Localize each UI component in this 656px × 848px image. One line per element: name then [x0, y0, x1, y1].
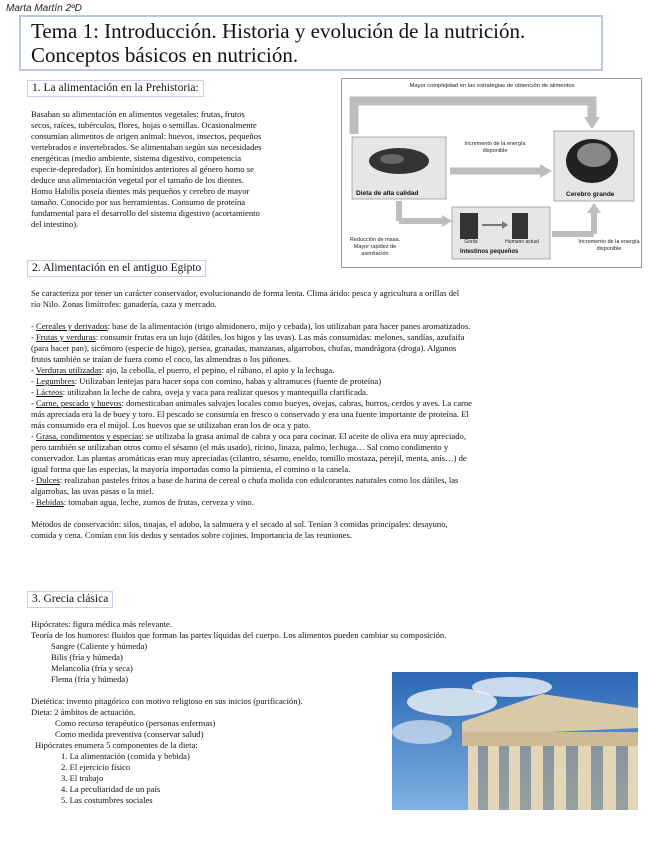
section-1-line: Homo Habilis poseía dientes más pequeños y cerebro de mayor: [31, 186, 250, 196]
egypt-food-term: Dulces: [36, 475, 60, 485]
egypt-food-term: Frutas y verduras: [36, 332, 96, 342]
egypt-food-term: Grasa, condimentos y especias: [36, 431, 142, 441]
gorilla-label: Gorila: [464, 239, 478, 245]
egypt-methods-line: Métodos de conservación: silos, tinajas, el adobo, la salmuera y el secado al sol. Tenían 3 comidas principales: desayuno,: [31, 519, 448, 529]
section-1-line: deduce una alimentación vegetal por el tamaño de los dientes.: [31, 175, 244, 185]
reduction-label: Reducción de masa. Mayor rapidez de asimilación: [349, 237, 401, 257]
egypt-intro-line: Se caracteriza por tener un carácter conservador, evolucionando de forma lenta. Clima árido: pesca y agricultura a orillas del: [31, 288, 460, 298]
egypt-methods-line: comida y cena. Comían con los dedos y sentados sobre cojines. Importancia de las reuniones.: [31, 530, 352, 540]
egypt-food-item-line: - Grasa, condimentos y especias: se utilizaba la grasa animal de cabra y oca para cocinar. El aceite de oliva era muy apreciado,: [31, 431, 466, 441]
diet-scope-item: Como recurso terapéutico (personas enfermas): [55, 718, 216, 728]
energy-increase-label-2: Incremento de la energía disponible: [578, 239, 640, 252]
brain-label: Cerebro grande: [566, 191, 615, 198]
section-3-heading: 3. Grecia clásica: [27, 591, 113, 608]
humor-item: Melancolía (fría y seca): [51, 663, 133, 673]
section-1-line: consumían alimentos de origen animal: huevos, insectos, pequeños: [31, 131, 262, 141]
diet-component-item: 2. El ejercicio físico: [61, 762, 131, 772]
diagram-top-caption: Mayor complejidad en las estrategias de obtención de alimentos: [409, 83, 575, 89]
egypt-food-item-line: más consumido era el mújol. Los huevos que se utilizaban eran los de oca y pato.: [31, 420, 311, 430]
section-1-line: fundamental para el desarrollo del sistema digestivo (acortamiento: [31, 208, 260, 218]
title-line-1: Tema 1: Introducción. Historia y evolución de la nutrición.: [31, 19, 526, 43]
egypt-food-item-line: - Carne, pescado y huevos: domesticaban animales salvajes locales como bueyes, ovejas, cabras, burros, cerdos y aves. La carne: [31, 398, 472, 408]
author-name: Marta Martín 2ºD: [6, 3, 82, 14]
hippocrates-line: Hipócrates: figura médica más relevante.: [31, 619, 173, 629]
egypt-food-item-line: frutos también se traían de fuera como el coco, las almendras o los piñones.: [31, 354, 291, 364]
section-1-line: Basaban su alimentación en alimentos vegetales: frutas, frutos: [31, 109, 245, 119]
egypt-food-item-line: - Bebidas: tomaban agua, leche, zumos de frutas, cerveza y vino.: [31, 497, 254, 507]
evolution-diagram: [341, 78, 642, 268]
egypt-food-item-line: (para hacer pan), sicómoro (especie de higo), persea, granadas, manzanas, algarrobos, chufas, mandrágora (droga). Algunos: [31, 343, 457, 353]
egypt-food-item-line: - Legumbres: Utilizaban lentejas para hacer sopa con comino, habas y altramuces (fuente de proteína): [31, 376, 382, 386]
egypt-food-term: Verduras utilizadas: [35, 365, 102, 375]
egypt-food-item-line: - Cereales y derivados: base de la alimentación (trigo almidonero, mijo y cebada), los utilizaban para hacer panes aromatizados.: [31, 321, 471, 331]
diet-scopes-intro: Dieta: 2 ámbitos de actuación.: [31, 707, 136, 717]
egypt-food-term: Bebidas: [36, 497, 64, 507]
egypt-food-item-line: conservador. Las plantas aromáticas eran muy apreciadas (cilantro, sésamo, eneldo, tomillo mostaza, perejil, menta, anís…) de: [31, 453, 467, 463]
diet-component-item: 3. El trabajo: [61, 773, 104, 783]
humor-item: Bilis (fría y húmeda): [51, 652, 123, 662]
section-1-line: energéticas (medio ambiente, sistema digestivo, competencia: [31, 153, 242, 163]
section-1-line: especie-depredador). En homínidos anteriores al género homo se: [31, 164, 254, 174]
intestine-label: Intestinos pequeños: [460, 249, 519, 255]
page-title: [19, 15, 603, 71]
section-2-body: [31, 288, 643, 541]
section-1-heading: 1. La alimentación en la Prehistoria:: [27, 80, 204, 97]
humor-item: Flema (fría y húmeda): [51, 674, 129, 684]
section-1-body: [31, 109, 337, 230]
humor-item: Sangre (Caliente y húmeda): [51, 641, 148, 651]
egypt-food-item-line: igual forma que las especias, la mayoría importadas como la pimienta, el comino o la canela.: [31, 464, 351, 474]
egypt-food-item-line: - Dulces: realizaban pasteles fritos a base de harina de cereal o chufa molida con edulcorantes naturales como los dátiles, las: [31, 475, 459, 485]
greek-temple-image: [392, 672, 638, 810]
egypt-intro-line: río Nilo. Zonas limítrofes: ganadería, caza y mercado.: [31, 299, 217, 309]
title-line-2: Conceptos básicos en nutrición.: [31, 43, 299, 67]
egypt-food-term: Legumbres: [36, 376, 75, 386]
section-1-line: tamaño. Conocido por sus herramientas. Consumo de proteína: [31, 197, 246, 207]
dietetics-line: Dietética: invento pitagórico con motivo religioso en sus inicios (purificación).: [31, 696, 303, 706]
egypt-food-term: Lácteos: [36, 387, 63, 397]
top-arrow: [354, 101, 592, 134]
diet-component-item: 1. La alimentación (comida y bebida): [61, 751, 190, 761]
section-1-line: secos, raíces, tubérculos, flores, hojas o semillas. Ocasionalmente: [31, 120, 257, 130]
diet-label: Dieta de alta calidad: [356, 190, 419, 197]
gorilla-figure: [460, 213, 478, 239]
humors-intro: Teoría de los humores: fluidos que forman las partes líquidas del cuerpo. Los alimentos pueden cambiar su composición.: [31, 630, 447, 640]
egypt-food-item-line: pero también se utilizaban otros como el sésamo (el más usado), ricino, linaza, palmo, lechuga… Sal como condimento y: [31, 442, 449, 452]
diet-scope-item: Como medida preventiva (conservar salud): [55, 729, 204, 739]
egypt-food-item-line: - Verduras utilizadas: ajo, la cebolla, el puerro, el pepino, el rábano, el apio y la lechuga.: [31, 365, 335, 375]
diet-component-item: 5. Las costumbres sociales: [61, 795, 153, 805]
egypt-food-term: Carne, pescado y huevos: [36, 398, 122, 408]
section-1-line: vertebrados e invertebrados. Se alimentaban según sus necesidades: [31, 142, 262, 152]
human-label: Humano actual: [505, 239, 539, 245]
egypt-food-term: Cereales y derivados: [36, 321, 108, 331]
section-1-line: del intestino).: [31, 219, 79, 229]
top-arrow-head: [584, 117, 600, 129]
components-intro: Hipócrates enumera 5 componentes de la dieta:: [35, 740, 198, 750]
human-figure: [512, 213, 528, 239]
section-2-heading: 2. Alimentación en el antiguo Egipto: [27, 260, 206, 277]
egypt-food-item-line: más apreciada era la de buey y toro. El pescado se consumía en fresco o conservado y era una fuente importante de proteína. El: [31, 409, 469, 419]
egypt-food-item-line: - Frutas y verduras: consumir frutas era un lujo (dátiles, los higos y las uvas). Las más consumidas: melones, sandías, azufaifa: [31, 332, 465, 342]
egypt-food-item-line: algarrobas, las uvas pasas o la miel.: [31, 486, 154, 496]
egypt-food-item-line: - Lácteos: utilizaban la leche de cabra, oveja y vaca para realizar quesos y mantequilla clarificada.: [31, 387, 369, 397]
diet-component-item: 4. La peculiaridad de un país: [61, 784, 161, 794]
energy-increase-label: Incremento de la energía disponible: [464, 141, 526, 154]
